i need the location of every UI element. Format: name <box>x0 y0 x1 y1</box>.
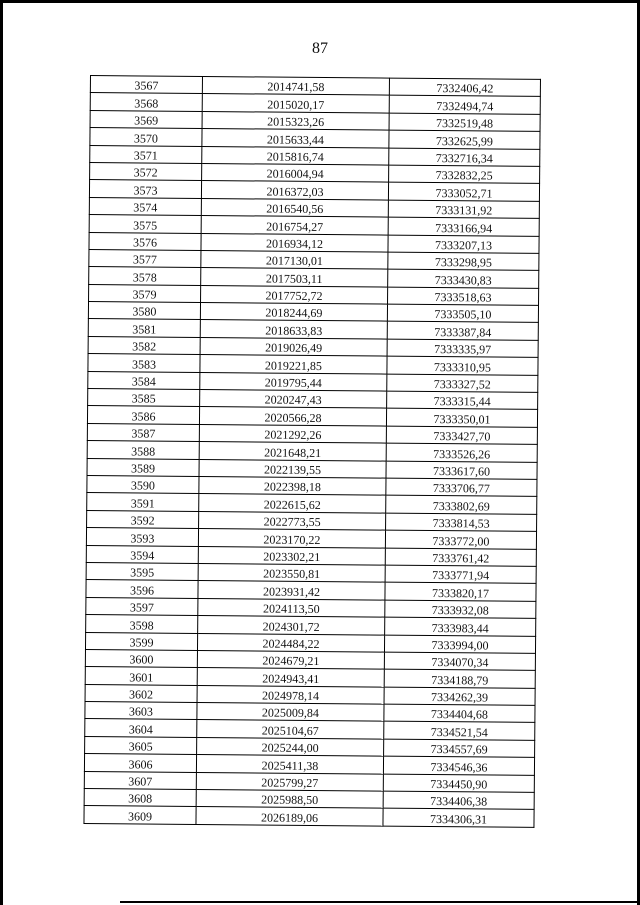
point-number-cell: 3583 <box>88 354 200 372</box>
y-coordinate-cell: 7333761,42 <box>385 548 536 567</box>
y-coordinate-cell: 7332519,48 <box>389 113 540 132</box>
x-coordinate-cell: 2024679,21 <box>197 650 384 669</box>
point-number-cell: 3589 <box>87 458 199 476</box>
point-number-cell: 3609 <box>84 806 196 824</box>
x-coordinate-cell: 2025244,00 <box>197 737 384 756</box>
point-number-cell: 3579 <box>89 284 201 302</box>
y-coordinate-cell: 7334557,69 <box>384 739 535 758</box>
point-number-cell: 3568 <box>90 93 202 111</box>
coordinates-table-body <box>84 76 541 828</box>
point-number-cell: 3592 <box>87 510 199 528</box>
point-number-cell: 3569 <box>90 110 202 128</box>
x-coordinate-cell: 2022773,55 <box>199 511 386 530</box>
y-coordinate-cell: 7334404,68 <box>384 704 535 723</box>
point-number-cell: 3567 <box>90 76 202 94</box>
y-coordinate-cell: 7333518,63 <box>388 287 539 306</box>
x-coordinate-cell: 2019795,44 <box>200 372 387 391</box>
x-coordinate-cell: 2015816,74 <box>202 146 389 165</box>
x-coordinate-cell: 2025104,67 <box>197 720 384 739</box>
x-coordinate-cell: 2022139,55 <box>199 459 386 478</box>
point-number-cell: 3570 <box>90 128 202 146</box>
point-number-cell: 3597 <box>86 597 198 615</box>
point-number-cell: 3594 <box>86 545 198 563</box>
point-number-cell: 3580 <box>88 302 200 320</box>
point-number-cell: 3587 <box>87 423 199 441</box>
y-coordinate-cell: 7334188,79 <box>384 669 535 688</box>
y-coordinate-cell: 7332406,42 <box>389 78 540 97</box>
y-coordinate-cell: 7334406,38 <box>383 791 534 810</box>
x-coordinate-cell: 2017503,11 <box>201 268 388 287</box>
x-coordinate-cell: 2025799,27 <box>196 772 383 791</box>
y-coordinate-cell: 7333315,44 <box>387 391 538 410</box>
point-number-cell: 3593 <box>86 528 198 546</box>
x-coordinate-cell: 2022398,18 <box>199 476 386 495</box>
point-number-cell: 3588 <box>87 441 199 459</box>
x-coordinate-cell: 2016934,12 <box>201 233 388 252</box>
x-coordinate-cell: 2018633,83 <box>200 320 387 339</box>
y-coordinate-cell: 7333430,83 <box>388 269 539 288</box>
x-coordinate-cell: 2015323,26 <box>202 111 389 130</box>
y-coordinate-cell: 7333207,13 <box>388 235 539 254</box>
point-number-cell: 3578 <box>89 267 201 285</box>
y-coordinate-cell: 7333772,00 <box>385 530 536 549</box>
point-number-cell: 3581 <box>88 319 200 337</box>
x-coordinate-cell: 2022615,62 <box>199 494 386 513</box>
x-coordinate-cell: 2018244,69 <box>200 303 387 322</box>
y-coordinate-cell: 7333166,94 <box>388 217 539 236</box>
point-number-cell: 3604 <box>85 719 197 737</box>
page-border-bottom <box>120 901 640 903</box>
x-coordinate-cell: 2016754,27 <box>201 216 388 235</box>
point-number-cell: 3577 <box>89 249 201 267</box>
point-number-cell: 3608 <box>84 788 196 806</box>
y-coordinate-cell: 7333526,26 <box>386 443 537 462</box>
point-number-cell: 3602 <box>85 684 197 702</box>
x-coordinate-cell: 2024113,50 <box>198 598 385 617</box>
point-number-cell: 3586 <box>87 406 199 424</box>
x-coordinate-cell: 2024301,72 <box>198 616 385 635</box>
page-border-top <box>0 0 640 3</box>
y-coordinate-cell: 7332832,25 <box>389 165 540 184</box>
x-coordinate-cell: 2026189,06 <box>196 807 383 826</box>
point-number-cell: 3572 <box>90 162 202 180</box>
x-coordinate-cell: 2020247,43 <box>200 390 387 409</box>
y-coordinate-cell: 7333298,95 <box>388 252 539 271</box>
x-coordinate-cell: 2024484,22 <box>197 633 384 652</box>
point-number-cell: 3575 <box>89 215 201 233</box>
point-number-cell: 3605 <box>85 736 197 754</box>
x-coordinate-cell: 2025988,50 <box>196 789 383 808</box>
y-coordinate-cell: 7334450,90 <box>383 774 534 793</box>
x-coordinate-cell: 2014741,58 <box>202 76 389 95</box>
y-coordinate-cell: 7333427,70 <box>386 426 537 445</box>
point-number-cell: 3600 <box>85 649 197 667</box>
y-coordinate-cell: 7333335,97 <box>387 339 538 358</box>
y-coordinate-cell: 7333327,52 <box>387 374 538 393</box>
coordinates-table <box>83 75 541 828</box>
y-coordinate-cell: 7333617,60 <box>386 461 537 480</box>
x-coordinate-cell: 2020566,28 <box>199 407 386 426</box>
y-coordinate-cell: 7333932,08 <box>385 600 536 619</box>
y-coordinate-cell: 7333994,00 <box>384 635 535 654</box>
x-coordinate-cell: 2016540,56 <box>201 198 388 217</box>
x-coordinate-cell: 2021292,26 <box>199 424 386 443</box>
x-coordinate-cell: 2025411,38 <box>196 755 383 774</box>
point-number-cell: 3599 <box>85 632 197 650</box>
x-coordinate-cell: 2023302,21 <box>198 546 385 565</box>
point-number-cell: 3607 <box>84 771 196 789</box>
y-coordinate-cell: 7334306,31 <box>383 808 534 827</box>
page-border-left <box>0 0 3 905</box>
point-number-cell: 3595 <box>86 562 198 580</box>
x-coordinate-cell: 2021648,21 <box>199 442 386 461</box>
page-number: 87 <box>312 40 328 57</box>
y-coordinate-cell: 7333814,53 <box>386 513 537 532</box>
x-coordinate-cell: 2019221,85 <box>200 355 387 374</box>
x-coordinate-cell: 2016372,03 <box>201 181 388 200</box>
x-coordinate-cell: 2019026,49 <box>200 337 387 356</box>
x-coordinate-cell: 2017752,72 <box>201 285 388 304</box>
table-row <box>84 806 534 827</box>
x-coordinate-cell: 2023931,42 <box>198 581 385 600</box>
x-coordinate-cell: 2016004,94 <box>202 163 389 182</box>
y-coordinate-cell: 7333387,84 <box>387 322 538 341</box>
y-coordinate-cell: 7332625,99 <box>389 130 540 149</box>
point-number-cell: 3574 <box>89 197 201 215</box>
point-number-cell: 3591 <box>87 493 199 511</box>
x-coordinate-cell: 2024978,14 <box>197 685 384 704</box>
point-number-cell: 3598 <box>86 615 198 633</box>
x-coordinate-cell: 2015020,17 <box>202 94 389 113</box>
y-coordinate-cell: 7334262,39 <box>384 687 535 706</box>
x-coordinate-cell: 2024943,41 <box>197 668 384 687</box>
y-coordinate-cell: 7333771,94 <box>385 565 536 584</box>
x-coordinate-cell: 2025009,84 <box>197 703 384 722</box>
y-coordinate-cell: 7332494,74 <box>389 96 540 115</box>
y-coordinate-cell: 7334521,54 <box>384 722 535 741</box>
y-coordinate-cell: 7334546,36 <box>383 756 534 775</box>
point-number-cell: 3582 <box>88 336 200 354</box>
y-coordinate-cell: 7333802,69 <box>386 495 537 514</box>
point-number-cell: 3585 <box>88 389 200 407</box>
point-number-cell: 3590 <box>87 475 199 493</box>
point-number-cell: 3606 <box>84 754 196 772</box>
point-number-cell: 3596 <box>86 580 198 598</box>
y-coordinate-cell: 7333310,95 <box>387 356 538 375</box>
point-number-cell: 3603 <box>85 702 197 720</box>
y-coordinate-cell: 7332716,34 <box>389 148 540 167</box>
x-coordinate-cell: 2017130,01 <box>201 250 388 269</box>
y-coordinate-cell: 7333052,71 <box>388 182 539 201</box>
y-coordinate-cell: 7334070,34 <box>384 652 535 671</box>
x-coordinate-cell: 2015633,44 <box>202 129 389 148</box>
y-coordinate-cell: 7333505,10 <box>387 304 538 323</box>
y-coordinate-cell: 7333820,17 <box>385 582 536 601</box>
x-coordinate-cell: 2023550,81 <box>198 563 385 582</box>
point-number-cell: 3601 <box>85 667 197 685</box>
point-number-cell: 3576 <box>89 232 201 250</box>
point-number-cell: 3571 <box>90 145 202 163</box>
y-coordinate-cell: 7333983,44 <box>385 617 536 636</box>
point-number-cell: 3573 <box>89 180 201 198</box>
x-coordinate-cell: 2023170,22 <box>198 529 385 548</box>
y-coordinate-cell: 7333350,01 <box>386 409 537 428</box>
point-number-cell: 3584 <box>88 371 200 389</box>
y-coordinate-cell: 7333706,77 <box>386 478 537 497</box>
y-coordinate-cell: 7333131,92 <box>388 200 539 219</box>
